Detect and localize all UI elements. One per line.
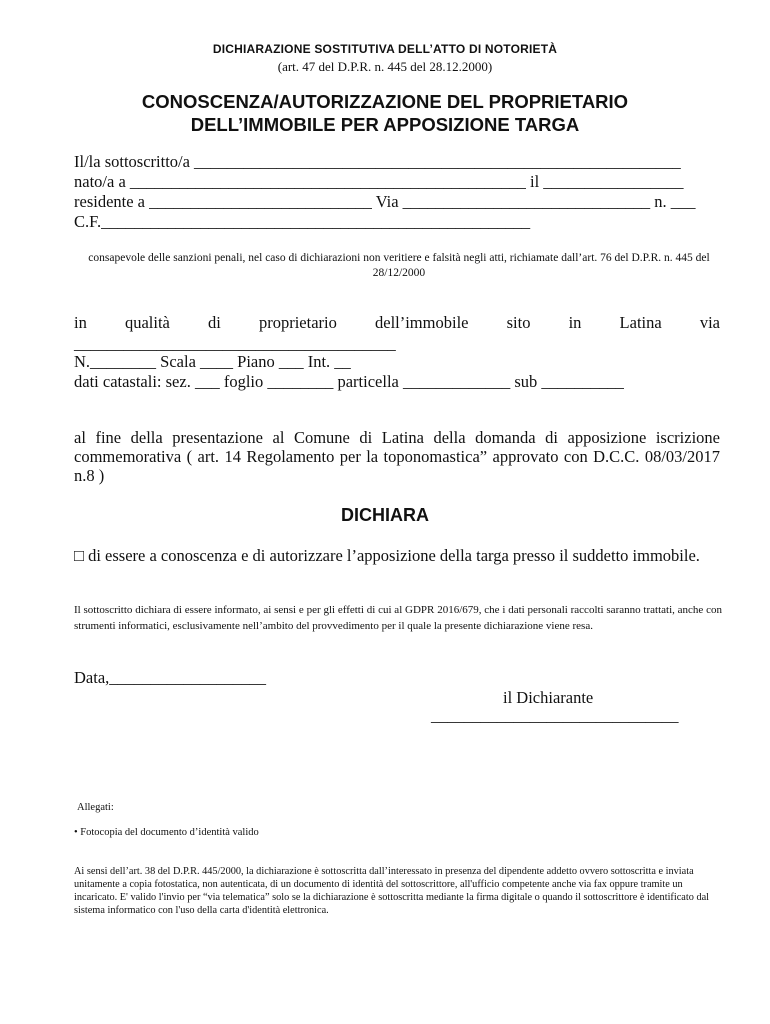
declaration-text: di essere a conoscenza e di autorizzare l’apposizione della targa presso il suddetto immobile. [88,546,700,565]
fiscal-code-field-line[interactable]: C.F.____________________________________________________ [74,212,531,231]
checkbox-icon[interactable]: □ [74,546,84,565]
property-via-field-line[interactable]: _______________________________________ [74,334,396,353]
property-numbers-field-line[interactable]: N.________ Scala ____ Piano ___ Int. __ [74,352,351,371]
intro-paragraph: consapevole delle sanzioni penali, nel caso di dichiarazioni non veritiere e falsità negli atti, richiamate dall’art. 76 del D.P.R. n. 445 del 28/12/2000 [88,252,710,279]
attachments-title: Allegati: [77,802,114,813]
header-subtitle: (art. 47 del D.P.R. n. 445 del 28.12.2000) [277,59,493,74]
name-field-line[interactable]: Il/la sottoscritto/a ___________________________________________________________ [74,152,681,171]
residence-field-line[interactable]: residente a ___________________________ Via ______________________________ n. ___ [74,192,696,211]
declaration-item [74,546,720,566]
date-field-line[interactable]: Data,___________________ [74,668,267,687]
privacy-paragraph: Il sottoscritto dichiara di essere informato, ai sensi e per gli effetti di cui al GDPR 2016/679, che i dati personali raccolti saranno trattati, anche con strumenti informatici, esclusivamente nell’ambito del provvedimento per il quale la presente dichiarazione viene resa. [74,604,722,632]
header-title: DICHIARAZIONE SOSTITUTIVA DELL’ATTO DI NOTORIETÀ [212,42,558,56]
property-qualita-line: in qualità di proprietario dell’immobile sito in Latina via [74,313,720,332]
main-title-line-2: DELL’IMMOBILE PER APPOSIZIONE TARGA [190,114,580,135]
purpose-paragraph: al fine della presentazione al Comune di Latina della domanda di apposizione iscrizione commemorativa ( art. 14 Regolamento per la toponomastica” approvato con D.C.C. 08/03/2017 n.8 ) [74,428,720,485]
attachments-item: • Fotocopia del documento d’identità valido [74,827,259,838]
dichiara-heading: DICHIARA [341,505,429,525]
main-title-line-1: CONOSCENZA/AUTORIZZAZIONE DEL PROPRIETARIO [141,91,629,112]
signer-label: il Dichiarante [503,688,594,707]
birth-field-line[interactable]: nato/a a ________________________________________________ il _________________ [74,172,684,191]
signature-field-line[interactable]: ______________________________ [431,706,679,725]
footnote-paragraph: Ai sensi dell’art. 38 del D.P.R. 445/2000, la dichiarazione è sottoscritta dall’interessato in presenza del dipendente addetto ovvero sottoscritta e inviata unitamente a copia fotostatica, non autenticata, di un documento di identità del sottoscrittore, all'ufficio competente anche via fax oppure tramite un incaricato. E' valido l'invio per “via telematica” solo se la dichiarazione è sottoscritta mediante la firma digitale o quando il sottoscrittore è identificato dal sistema informatico con l'uso della carta d'identità elettronica. [74,866,710,916]
main-title [0,90,770,136]
cadastral-data-field-line[interactable]: dati catastali: sez. ___ foglio ________ particella _____________ sub __________ [74,372,624,391]
